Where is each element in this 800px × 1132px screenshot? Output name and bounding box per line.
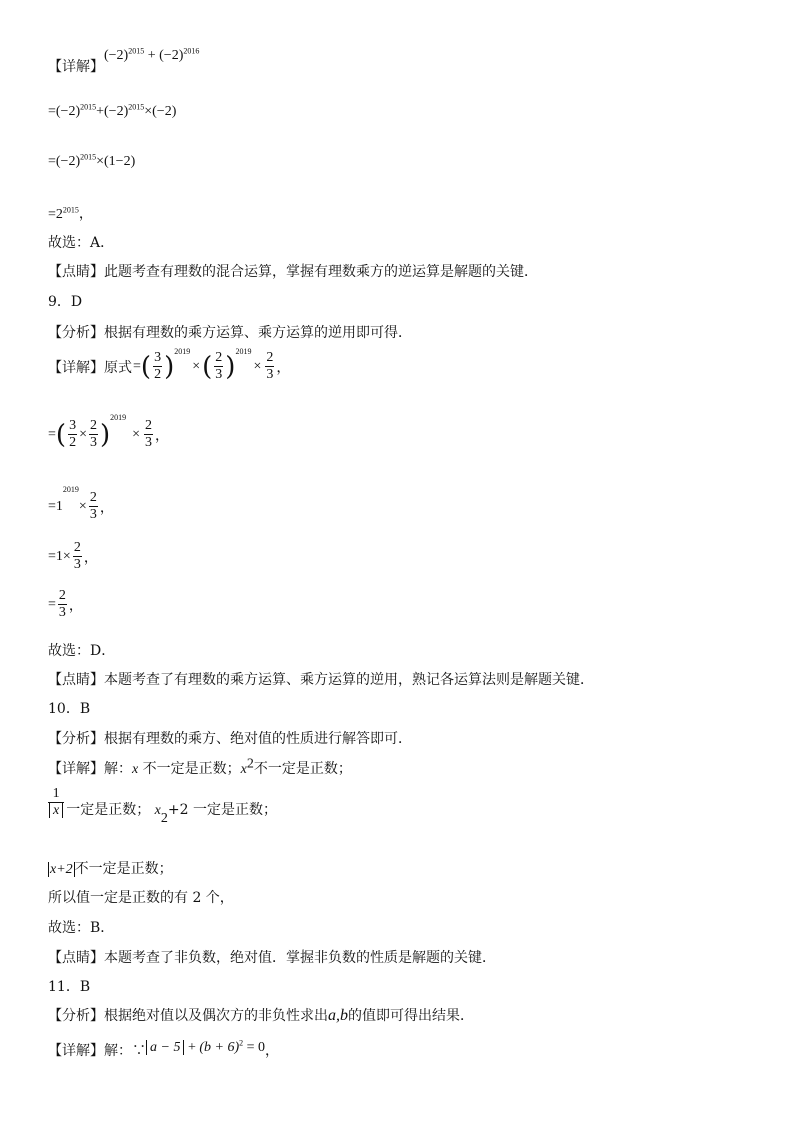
q10-title: 10．B xyxy=(48,701,91,717)
analysis-label: 【分析】 xyxy=(48,1008,104,1024)
q9-comment xyxy=(48,669,594,689)
q9-frac-23 xyxy=(58,588,67,621)
q11-paren-part: (b + 6) xyxy=(199,1040,240,1055)
frac-den: 3 xyxy=(89,435,97,450)
q9-analysis-text: 根据有理数的乘方运算、乘方运算的逆用即可得． xyxy=(104,325,412,341)
q11-detail xyxy=(48,1040,279,1060)
q9-frac-32 xyxy=(68,418,77,451)
q10-comment-text: 本题考查了非负数，绝对值．掌握非负数的性质是解题的关键． xyxy=(104,950,496,966)
q10-sq: 2 xyxy=(246,756,254,772)
q11-sq: 2 xyxy=(239,1038,244,1048)
q10-t2: 不一定是正数； xyxy=(253,761,352,777)
q8-expression xyxy=(104,48,199,63)
frac-den: 3 xyxy=(145,435,153,450)
q8-comment-text: 此题考查有理数的混合运算，掌握有理数乘方的逆运算是解题的关键． xyxy=(104,264,538,280)
q11-analysis xyxy=(48,1005,474,1025)
q10-t5: 不一定是正数； xyxy=(74,861,173,877)
q9-step1: = ( $\frac{3}{2}$ × $\frac{2}{3}$ ) 2019 × $\frac{2}{3}$ ， xyxy=(48,413,170,450)
q9-step3 xyxy=(48,540,98,573)
frac-den xyxy=(48,802,64,819)
q9-one: 1 xyxy=(55,498,63,514)
q9-comment-text: 本题考查了有理数的乘方运算、乘方运算的逆用，熟记各运算法则是解题关键． xyxy=(104,672,594,688)
q8-step1-c: ×(−2) xyxy=(144,104,177,119)
q10-x3: x xyxy=(154,803,161,818)
q9-title: 9．D xyxy=(48,294,83,310)
q9-times2: × xyxy=(132,426,141,442)
q10-t4: +2 一定是正数； xyxy=(167,802,277,818)
analysis-label: 【分析】 xyxy=(48,325,104,341)
q11-analysis-post: 的值即可得出结果． xyxy=(348,1008,474,1024)
q9-eq: = xyxy=(48,596,56,612)
q8-answer: 故选：A． xyxy=(48,235,115,251)
comment-label: 【点睛】 xyxy=(48,264,104,280)
q9-times2: × xyxy=(253,358,262,374)
q11-analysis-pre: 根据绝对值以及偶次方的非负性求出 xyxy=(104,1008,328,1024)
q9-frac-23b xyxy=(265,350,274,383)
frac-den: 3 xyxy=(89,507,97,522)
detail-label: 【详解】 xyxy=(48,359,104,376)
q9-times: × xyxy=(78,498,87,514)
frac-den: 3 xyxy=(73,557,81,572)
q9-frac-23 xyxy=(89,418,98,451)
q8-step2 xyxy=(48,154,135,170)
q11-comma: ， xyxy=(265,1043,280,1059)
q11-ab: a,b xyxy=(328,1007,348,1024)
q8-step1 xyxy=(48,104,176,120)
q11-because: ∵ xyxy=(132,1043,146,1059)
q10-frac xyxy=(48,786,64,819)
q9-eq: = xyxy=(48,426,56,442)
q9-answer: 故选：D． xyxy=(48,643,116,659)
frac-num: 2 xyxy=(215,350,223,365)
q9-rparen: ) xyxy=(164,351,175,382)
q9-detail-line: 【详解】 原式 = ( $\frac{3}{2}$ ) 2019 × ( $\frac{2}{3}$ ) 2019 × $\frac{2}{3}$ ， xyxy=(48,347,291,382)
q10-comment xyxy=(48,947,496,967)
q8-step1-b: +(−2) xyxy=(96,104,129,119)
frac-num: 2 xyxy=(89,418,97,433)
q9-eq: = xyxy=(48,498,56,514)
q8-step3-b: ， xyxy=(78,207,93,222)
q8-base: (−2) xyxy=(104,48,129,63)
q10-answer: 故选：B． xyxy=(48,920,115,936)
frac-num: 2 xyxy=(58,588,66,603)
comment-label: 【点睛】 xyxy=(48,672,104,688)
frac-num: 1 xyxy=(52,786,60,801)
q8-base2: (−2) xyxy=(159,48,184,63)
q11-equation xyxy=(146,1040,265,1055)
analysis-label: 【分析】 xyxy=(48,731,104,747)
q8-step1-a: =(−2) xyxy=(48,104,81,119)
q8-plus: + xyxy=(147,48,156,63)
q10-analysis-text: 根据有理数的乘方、绝对值的性质进行解答即可． xyxy=(104,731,412,747)
frac-num: 3 xyxy=(154,350,162,365)
q10-detail xyxy=(48,758,352,778)
q8-exp1: 2015 xyxy=(128,46,145,56)
q9-rparen: ) xyxy=(99,419,111,450)
q9-frac-32 xyxy=(153,350,162,383)
q10-abs-inner: x+2 xyxy=(50,862,73,877)
q10-x2: x xyxy=(240,762,247,777)
detail-label: 【详解】 xyxy=(48,1043,104,1059)
q10-jie: 解： xyxy=(104,761,132,777)
q9-yuanshi: 原式 xyxy=(104,359,132,376)
q10-analysis xyxy=(48,728,412,748)
q9-frac-23 xyxy=(214,350,223,383)
q9-lparen2: ( xyxy=(202,351,213,382)
detail-label: 【详解】 xyxy=(48,59,104,75)
q9-step2: = 1 2019 × $\frac{2}{3}$ ， xyxy=(48,485,114,522)
q11-eq0: = 0 xyxy=(246,1040,266,1055)
frac-num: 2 xyxy=(73,540,81,555)
frac-den: 2 xyxy=(69,435,77,450)
q8-detail-line xyxy=(48,46,200,76)
q10-t3: 一定是正数； xyxy=(66,802,151,818)
q11-plus: + xyxy=(187,1040,196,1055)
q9-comma: ， xyxy=(68,597,83,614)
q8-step3-a: =2 xyxy=(48,207,63,222)
q11-title: 11．B xyxy=(48,979,91,995)
q10-line3 xyxy=(48,858,173,878)
frac-num: 2 xyxy=(145,418,153,433)
q9-times: × xyxy=(79,426,87,442)
q8-step2-a: =(−2) xyxy=(48,154,81,169)
q9-analysis xyxy=(48,322,412,342)
q10-abs-xplus2 xyxy=(48,862,75,877)
q8-step3 xyxy=(48,203,93,223)
comment-label: 【点睛】 xyxy=(48,950,104,966)
q9-comma: ， xyxy=(276,359,291,376)
q8-step1-exp1: 2015 xyxy=(80,102,97,112)
frac-den: 3 xyxy=(266,367,274,382)
q9-onex: 1× xyxy=(55,548,71,564)
frac-num: 2 xyxy=(266,350,274,365)
q10-line2: $\frac{1}{x}$ 一定是正数； x 2 +2 一定是正数； xyxy=(48,786,277,819)
q8-exp2: 2016 xyxy=(183,46,200,56)
q9-rparen2: ) xyxy=(225,351,236,382)
frac-num: 3 xyxy=(69,418,77,433)
detail-label: 【详解】 xyxy=(48,761,104,777)
q10-x: x xyxy=(132,762,139,777)
frac-den: 3 xyxy=(215,367,223,382)
q9-frac-23 xyxy=(89,490,98,523)
q9-step4 xyxy=(48,588,83,621)
q8-step3-exp: 2015 xyxy=(62,205,79,215)
frac-den: 3 xyxy=(58,605,66,620)
q10-abs-x: x xyxy=(49,803,63,818)
q8-step2-exp: 2015 xyxy=(80,152,97,162)
q9-frac-23b xyxy=(144,418,153,451)
frac-num: 2 xyxy=(89,490,97,505)
q8-step1-exp2: 2015 xyxy=(128,102,145,112)
q9-comma: ， xyxy=(99,499,114,516)
q9-eq: = xyxy=(133,358,141,374)
q11-jie: 解： xyxy=(104,1043,132,1059)
q9-frac-23 xyxy=(73,540,82,573)
q11-abs-part: a − 5 xyxy=(146,1040,184,1055)
q9-lparen: ( xyxy=(140,351,152,382)
q10-summary: 所以值一定是正数的有 2 个， xyxy=(48,890,234,906)
q9-eq: = xyxy=(48,548,56,564)
q9-times: × xyxy=(192,358,201,374)
q8-comment xyxy=(48,261,538,281)
q10-t1: 不一定是正数； xyxy=(138,761,241,777)
q9-lparen: ( xyxy=(55,419,67,450)
q8-step2-b: ×(1−2) xyxy=(96,154,136,169)
q9-comma: ， xyxy=(155,427,170,444)
q9-comma: ， xyxy=(83,549,98,566)
frac-den: 2 xyxy=(154,367,162,382)
